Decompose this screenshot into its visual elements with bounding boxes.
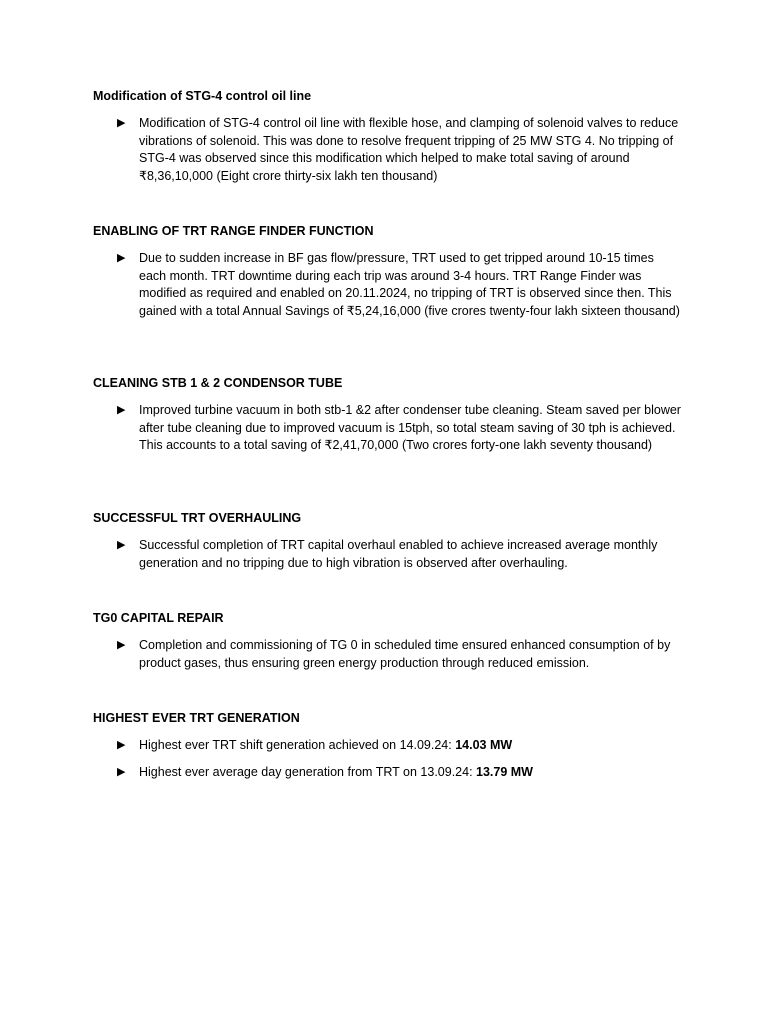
- section-heading: HIGHEST EVER TRT GENERATION: [93, 711, 300, 725]
- section-highest-trt-generation: [93, 710, 683, 790]
- list-item: [93, 250, 683, 320]
- bullet-text: Highest ever average day generation from TRT on 13.09.24:: [139, 764, 477, 779]
- list-item: [93, 115, 683, 185]
- bullet-list: [93, 537, 683, 572]
- bullet-triangle-icon: ▶: [117, 739, 126, 751]
- bullet-value: 13.79 MW: [476, 764, 533, 779]
- section-stg4-control-oil: [93, 88, 683, 194]
- bullet-list: [93, 250, 683, 320]
- bullet-text: Highest ever TRT shift generation achieved on 14.09.24:: [139, 738, 456, 752]
- bullet-value: 14.03 MW: [455, 738, 513, 752]
- section-heading: SUCCESSFUL TRT OVERHAULING: [93, 511, 302, 525]
- bullet-text: Completion and commissioning of TG 0 in scheduled time ensured enhanced consumption of by product gases, thus ensuring green energy production through reduced emission.: [139, 638, 671, 670]
- section-heading: Modification of STG-4 control oil line: [93, 89, 312, 103]
- section-heading: TG0 CAPITAL REPAIR: [93, 611, 224, 625]
- section-condensor-tube-cleaning: [93, 375, 683, 464]
- list-item: [93, 402, 683, 455]
- bullet-text: Due to sudden increase in BF gas flow/pressure, TRT used to get tripped around 10-15 times each month. TRT downtime during each trip was around 3-4 hours. TRT Range Finder was modified as required and enabled on 20.11.2024, no tripping of TRT is observed since then. This gained with a total Annual Savings of ₹5,24,16,000 (five crores twenty-four lakh sixteen thousand): [139, 251, 680, 318]
- bullet-triangle-icon: ▶: [117, 765, 126, 778]
- bullet-triangle-icon: ▶: [117, 639, 126, 651]
- section-heading: ENABLING OF TRT RANGE FINDER FUNCTION: [93, 224, 374, 238]
- bullet-list: [93, 115, 683, 185]
- section-trt-range-finder: [93, 223, 683, 329]
- section-tg0-capital-repair: [93, 610, 683, 681]
- bullet-triangle-icon: ▶: [117, 117, 126, 129]
- bullet-list: [93, 737, 683, 781]
- bullet-text: Successful completion of TRT capital overhaul enabled to achieve increased average monthly generation and no tripping due to high vibration is observed after overhauling.: [139, 538, 658, 570]
- list-item: [93, 637, 683, 672]
- list-item: [93, 764, 683, 782]
- list-item: [93, 537, 683, 572]
- bullet-triangle-icon: ▶: [117, 252, 126, 264]
- bullet-triangle-icon: ▶: [117, 539, 126, 551]
- bullet-text: Improved turbine vacuum in both stb-1 &2 after condenser tube cleaning. Steam saved per blower after tube cleaning due to improved vacuum is 15tph, so total steam saving of 30 tph is achieved. This accounts to a total saving of ₹2,41,70,000 (Two crores forty-one lakh seventy thousand): [139, 403, 681, 452]
- bullet-text: Modification of STG-4 control oil line with flexible hose, and clamping of solenoid valves to reduce vibrations of solenoid. This was done to resolve frequent tripping of 25 MW STG 4. No tripping of STG-4 was observed since this modification which helped to make total saving of around ₹8,36,10,000 (Eight crore thirty-six lakh ten thousand): [139, 116, 679, 183]
- list-item: [93, 737, 683, 755]
- section-trt-overhauling: [93, 510, 683, 581]
- section-heading: CLEANING STB 1 & 2 CONDENSOR TUBE: [93, 376, 343, 390]
- bullet-list: [93, 637, 683, 672]
- bullet-triangle-icon: ▶: [117, 404, 126, 416]
- bullet-list: [93, 402, 683, 455]
